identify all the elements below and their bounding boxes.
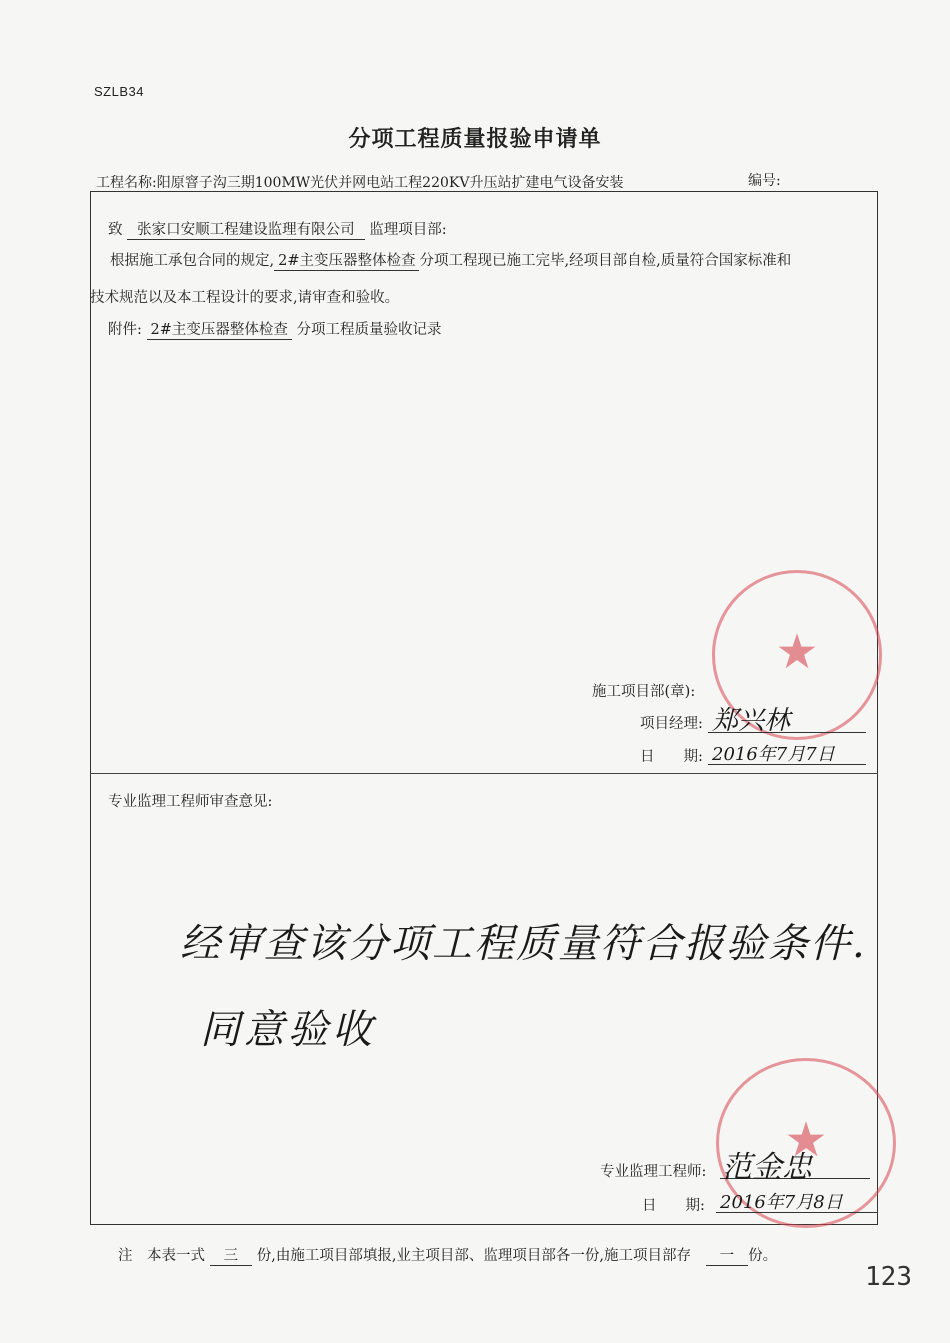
- form-code: SZLB34: [94, 84, 144, 99]
- manager-signature: 郑兴林: [712, 706, 791, 736]
- note-suffix: 份。: [748, 1248, 778, 1264]
- star-icon: ★: [775, 624, 819, 681]
- section-divider: [90, 773, 878, 774]
- body-prefix: 根据施工承包合同的规定,: [110, 253, 275, 269]
- project-name: 阳原窨子沟三期100MW光伏并网电站工程220KV升压站扩建电气设备安装: [156, 175, 624, 191]
- engineer-label: 专业监理工程师:: [600, 1164, 707, 1180]
- attachment-suffix: 分项工程质量验收记录: [296, 322, 442, 338]
- number-label: 编号:: [748, 173, 781, 189]
- manager-label: 项目经理:: [640, 716, 703, 732]
- keep-copies-value: 一: [706, 1244, 749, 1266]
- review-date-label: 日 期:: [642, 1198, 705, 1214]
- review-opinion-line-1: 经审查该分项工程质量符合报验条件.: [180, 921, 867, 967]
- note-middle: 份,由施工项目部填报,业主项目部、监理项目部各一份,施工项目部存: [256, 1248, 692, 1264]
- star-icon: ★: [784, 1112, 828, 1169]
- attachment-item: 2#主变压器整体检查: [147, 318, 292, 340]
- attachment-label: 附件:: [108, 322, 142, 338]
- review-heading: 专业监理工程师审查意见:: [108, 794, 273, 810]
- review-opinion-line-2: 同意验收: [200, 1007, 376, 1053]
- footer-note: [118, 1244, 777, 1266]
- addressee-line: [108, 218, 447, 240]
- page-number: 123: [865, 1262, 912, 1292]
- body-line-1: [110, 249, 791, 271]
- project-row: [96, 172, 623, 192]
- copies-value: 三: [210, 1244, 253, 1266]
- applicant-date-value: 2016年7月7日: [712, 744, 835, 765]
- body-suffix: 分项工程现已施工完毕,经项目部自检,质量符合国家标准和: [419, 253, 792, 269]
- engineer-signature: 范金忠: [722, 1150, 812, 1185]
- applicant-date-label: 日 期:: [640, 749, 703, 765]
- to-suffix: 监理项目部:: [369, 222, 447, 238]
- body-line-2: 技术规范以及本工程设计的要求,请审查和验收。: [90, 290, 400, 306]
- to-prefix: 致: [108, 222, 123, 238]
- review-date-value: 2016年7月8日: [720, 1192, 843, 1213]
- supervisor-company: 张家口安顺工程建设监理有限公司: [127, 218, 365, 240]
- page-title: 分项工程质量报验申请单: [348, 126, 602, 152]
- item-name: 2#主变压器整体检查: [274, 249, 419, 271]
- project-label: 工程名称:: [96, 175, 157, 191]
- attachment-line: [108, 318, 441, 340]
- note-prefix: 注 本表一式: [118, 1248, 205, 1264]
- dept-label: 施工项目部(章):: [592, 684, 696, 700]
